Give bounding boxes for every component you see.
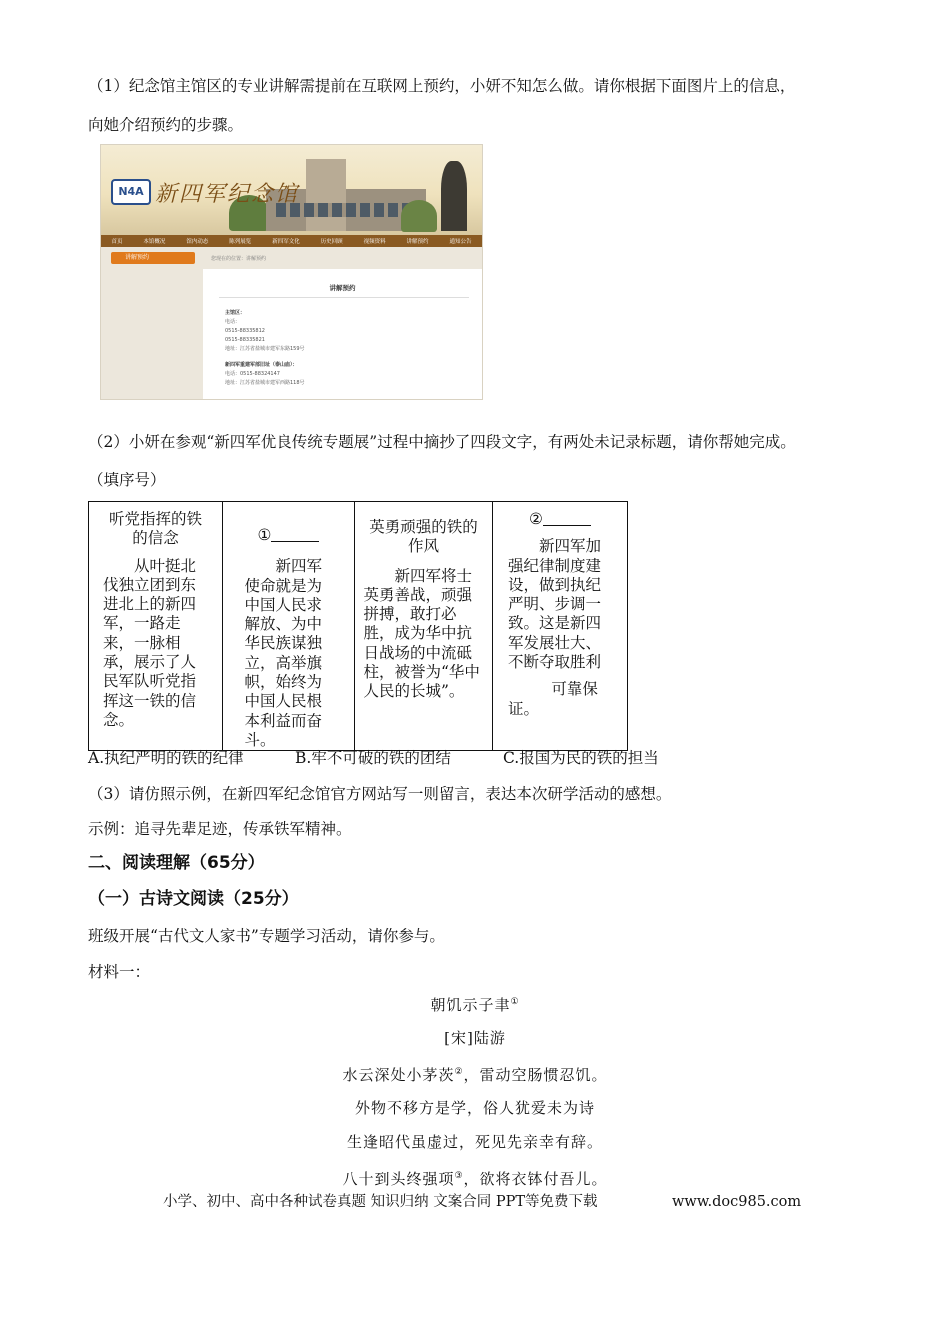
cell-body-end: 可靠保证。 (508, 680, 598, 718)
blank-line (271, 526, 319, 542)
activity-intro: 班级开展“古代文人家书”专题学习活动，请你参与。 (88, 927, 445, 945)
tree-shape (401, 200, 437, 232)
phone-label: 电话： (225, 319, 241, 325)
phone-1: 0515-88335812 (225, 328, 265, 334)
site-body (101, 247, 482, 399)
nav-item-exhibitions[interactable]: 陈列展览 (229, 239, 252, 245)
booking-panel (203, 269, 482, 399)
nav-item-notices[interactable]: 通知公告 (449, 239, 472, 245)
nav-item-home[interactable]: 首页 (111, 239, 123, 245)
poem-title: 朝饥示子聿① (430, 996, 520, 1014)
blank-line (543, 510, 591, 526)
cell-body: 从叶挺北伐独立团到东进北上的新四军，一路走来，一脉相承，展示了人民军队听党指挥这一铁的信念。 (103, 556, 197, 729)
q2-line1: （2）小妍在参观“新四军优良传统专题展”过程中摘抄了四段文字，有两处未记录标题，请你帮她完成。 (88, 433, 796, 451)
address-2: 地址：江苏省盐城市建军西路118号 (225, 380, 305, 386)
nav-item-about[interactable]: 本馆概况 (143, 239, 166, 245)
option-c: C.报国为民的铁的担当 (503, 749, 659, 767)
divider (219, 297, 469, 298)
cell-title: 听党指挥的铁的信念 (108, 510, 202, 548)
main-hall-label: 主馆区： (225, 310, 246, 316)
option-b: B.牢不可破的铁的团结 (295, 749, 451, 767)
phone-3: 电话：0515-88324147 (225, 371, 280, 377)
q3-line1: （3）请仿照示例，在新四军纪念馆官方网站写一则留言，表达本次研学活动的感想。 (88, 785, 672, 803)
cell-title: 英勇顽强的铁的作风 (369, 518, 478, 556)
hq-label: 新四军重建军部旧址（泰山庙）： (225, 362, 298, 368)
site-nav (101, 235, 482, 247)
footnote-mark: ② (454, 1067, 464, 1077)
site-banner (101, 145, 482, 235)
footnote-mark: ③ (454, 1171, 464, 1181)
blank-1: ① (245, 526, 333, 545)
museum-website-screenshot (100, 144, 483, 400)
museum-building-tower (306, 159, 346, 231)
table-cell (493, 502, 628, 751)
cell-body: 新四军使命就是为中国人民求解放、为中华民族谋独立，高举旗帜，始终为中国人民根本利益而奋斗。 (244, 557, 323, 749)
subsection-heading: （一）古诗文阅读（25分） (88, 889, 299, 909)
section-heading: 二、阅读理解（65分） (88, 853, 265, 873)
q1-line2: 向她介绍预约的步骤。 (88, 116, 244, 134)
q2-line2: （填序号） (88, 471, 166, 489)
footer-url[interactable]: www.doc985.com (672, 1194, 802, 1210)
phone-2: 0515-88335821 (225, 337, 265, 343)
breadcrumb: 您现在的位置：讲解预约 (211, 256, 267, 262)
nav-item-culture[interactable]: 新四军文化 (272, 239, 300, 245)
quote-table (88, 501, 628, 751)
site-title: 新四军纪念馆 (155, 182, 300, 207)
nav-item-history[interactable]: 历史回顾 (320, 239, 343, 245)
q1-line1: （1）纪念馆主馆区的专业讲解需提前在互联网上预约，小妍不知怎么做。请你根据下面图片上的信息， (88, 77, 796, 95)
panel-title: 讲解预约 (329, 284, 356, 292)
cell-body: 新四军加强纪律制度建设，做到执纪严明、步调一致。这是新四军发展壮大、不断夺取胜利 (508, 537, 602, 672)
material-label: 材料一： (88, 963, 151, 981)
nav-item-booking[interactable]: 讲解预约 (406, 239, 429, 245)
poem-author: [宋]陆游 (444, 1029, 506, 1047)
footer-text: 小学、初中、高中各种试卷真题 知识归纳 文案合同 PPT等免费下载 (163, 1194, 598, 1210)
option-a: A.执纪严明的铁的纪律 (88, 749, 244, 767)
table-cell (355, 502, 493, 751)
n4a-logo: N4A (111, 179, 151, 205)
poem-line: 水云深处小茅茨②，雷动空肠惯忍饥。 (342, 1066, 608, 1084)
nav-item-news[interactable]: 馆内动态 (186, 239, 209, 245)
poem-line: 外物不移方是学，俗人犹爱未为诗 (354, 1099, 595, 1117)
q3-example: 示例：追寻先辈足迹，传承铁军精神。 (88, 820, 352, 838)
nav-item-videos[interactable]: 视频资料 (363, 239, 386, 245)
table-cell (89, 502, 223, 751)
sidebar-item-booking[interactable]: 讲解预约 (111, 252, 195, 264)
footnote-mark: ① (510, 997, 520, 1007)
blank-2: ② (508, 510, 612, 529)
cell-body: 新四军将士英勇善战，顽强拼搏，敢打必胜，成为华中抗日战场的中流砥柱，被誉为“华中人民的长城”。 (363, 566, 480, 701)
poem-line: 生逢昭代虽虚过，死见先亲幸有辞。 (346, 1133, 603, 1151)
equestrian-statue-shape (441, 161, 467, 231)
address-1: 地址：江苏省盐城市建军东路159号 (225, 346, 305, 352)
poem-line: 八十到头终强项③，欲将衣钵付吾儿。 (342, 1170, 608, 1188)
table-cell (223, 502, 355, 751)
